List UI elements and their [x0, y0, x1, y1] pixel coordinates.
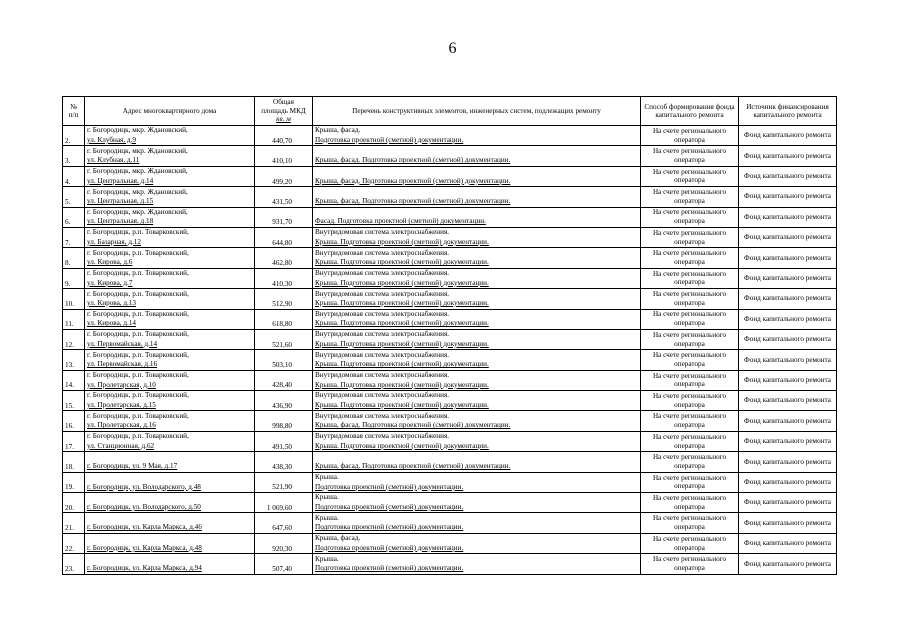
row-address [85, 554, 255, 574]
row-area: 491,50 [255, 431, 313, 451]
works-line2: Подготовка проектной (сметной) документации. [315, 564, 464, 573]
table-row [63, 227, 837, 247]
table-header [63, 97, 837, 126]
row-address [85, 268, 255, 288]
row-address [85, 431, 255, 451]
row-number: 12. [63, 329, 85, 349]
works-line2: Крыша, фасад. Подготовка проектной (сметной) документации. [315, 421, 511, 430]
works-line1: Внутридомовая система электроснабжения. [315, 228, 450, 237]
row-works [313, 391, 641, 411]
works-line2: Фасад. Подготовка проектной (сметной) документации. [315, 217, 486, 226]
row-source: Фонд капитального ремонта [739, 227, 837, 247]
row-fund-method: На счете регионального оператора [641, 329, 739, 349]
row-works [313, 472, 641, 492]
row-fund-method: На счете регионального оператора [641, 533, 739, 553]
page-number: 6 [448, 40, 457, 57]
works-line1: Внутридомовая система электроснабжения. [315, 330, 450, 339]
row-source: Фонд капитального ремонта [739, 350, 837, 370]
works-line1: Внутридомовая система электроснабжения. [315, 371, 450, 380]
table-row [63, 329, 837, 349]
address-line1: г. Богородицк, р.п. Товарковский, [87, 289, 189, 298]
row-address [85, 187, 255, 207]
row-source: Фонд капитального ремонта [739, 472, 837, 492]
row-number: 6. [63, 207, 85, 227]
row-works [313, 268, 641, 288]
row-number: 8. [63, 248, 85, 268]
header-num-line2: п/п [68, 111, 79, 119]
row-number: 16. [63, 411, 85, 431]
row-area: 920,30 [255, 533, 313, 553]
row-works [313, 166, 641, 186]
row-number: 19. [63, 472, 85, 492]
works-line1: Внутридомовая система электроснабжения. [315, 248, 450, 257]
address-line2: ул. Кирова, д.13 [87, 299, 137, 308]
row-source: Фонд капитального ремонта [739, 146, 837, 166]
row-address [85, 452, 255, 472]
row-fund-method: На счете регионального оператора [641, 452, 739, 472]
address-line1: г. Богородицк, мкр. Ждановский, [87, 146, 188, 155]
row-area: 410,30 [255, 268, 313, 288]
row-area: 644,80 [255, 227, 313, 247]
works-line2: Крыша. Подготовка проектной (сметной) документации. [315, 319, 489, 328]
table-row [63, 431, 837, 451]
row-number: 2. [63, 126, 85, 146]
table-row [63, 513, 837, 533]
address-line1: г. Богородицк, р.п. Товарковский, [87, 371, 189, 380]
address-line1: г. Богородицк, мкр. Ждановский, [87, 207, 188, 216]
row-source: Фонд капитального ремонта [739, 248, 837, 268]
address-line2: ул. Клубная, д.9 [87, 135, 136, 144]
works-line2: Подготовка проектной (сметной) документации. [315, 135, 464, 144]
row-source: Фонд капитального ремонта [739, 207, 837, 227]
works-line2: Крыша. Подготовка проектной (сметной) документации. [315, 360, 489, 369]
row-source: Фонд капитального ремонта [739, 329, 837, 349]
works-line1: Внутридомовая система электроснабжения. [315, 411, 450, 420]
row-address [85, 166, 255, 186]
works-line2: Крыша. Подготовка проектной (сметной) документации. [315, 299, 489, 308]
table-row [63, 411, 837, 431]
row-source: Фонд капитального ремонта [739, 452, 837, 472]
row-fund-method: На счете регионального оператора [641, 289, 739, 309]
address-line1: г. Богородицк, р.п. Товарковский, [87, 269, 189, 278]
row-address [85, 350, 255, 370]
address-line2: г. Богородицк, ул. Карла Маркса, д.48 [87, 543, 202, 552]
row-area: 436,90 [255, 391, 313, 411]
row-area: 507,40 [255, 554, 313, 574]
table-row [63, 146, 837, 166]
row-number: 10. [63, 289, 85, 309]
row-fund-method: На счете регионального оператора [641, 554, 739, 574]
row-fund-method: На счете регионального оператора [641, 248, 739, 268]
row-number: 3. [63, 146, 85, 166]
table-row [63, 391, 837, 411]
row-address [85, 370, 255, 390]
table-row [63, 493, 837, 513]
table-row [63, 289, 837, 309]
address-line1: г. Богородицк, мкр. Ждановский, [87, 126, 188, 135]
header-address: Адрес многоквартирного дома [85, 97, 255, 126]
row-address [85, 493, 255, 513]
table-row [63, 309, 837, 329]
table-body [63, 126, 837, 575]
row-works [313, 187, 641, 207]
row-area: 438,30 [255, 452, 313, 472]
row-works [313, 289, 641, 309]
works-line1: Крыша, фасад. [315, 126, 361, 135]
row-number: 4. [63, 166, 85, 186]
address-line2: ул. Первомайская, д.16 [87, 360, 158, 369]
works-line2: Подготовка проектной (сметной) документации. [315, 543, 464, 552]
address-line1: г. Богородицк, мкр. Ждановский, [87, 167, 188, 176]
row-fund-method: На счете регионального оператора [641, 207, 739, 227]
row-works [313, 513, 641, 533]
address-line1: г. Богородицк, р.п. Товарковский, [87, 391, 189, 400]
header-num-line1: № [70, 102, 77, 111]
address-line1: г. Богородицк, р.п. Товарковский, [87, 248, 189, 257]
works-line1: Внутридомовая система электроснабжения. [315, 289, 450, 298]
address-line2: ул. Пролетарская, д.16 [87, 421, 156, 430]
row-area: 521,90 [255, 472, 313, 492]
address-line1: г. Богородицк, р.п. Товарковский, [87, 432, 189, 441]
table-row [63, 268, 837, 288]
header-area-line1: Общая [273, 98, 294, 107]
works-line2: Крыша. Подготовка проектной (сметной) документации. [315, 380, 489, 389]
table-row [63, 166, 837, 186]
address-line2: ул. Кирова, д.7 [87, 278, 133, 287]
row-area: 462,80 [255, 248, 313, 268]
address-line2: ул. Станционная, д.62 [87, 441, 155, 450]
row-works [313, 370, 641, 390]
address-line2: ул. Центральная, д.18 [87, 217, 154, 226]
row-fund-method: На счете регионального оператора [641, 126, 739, 146]
row-address [85, 248, 255, 268]
row-area: 503,10 [255, 350, 313, 370]
address-line1: г. Богородицк, р.п. Товарковский, [87, 350, 189, 359]
works-line2: Крыша. Подготовка проектной (сметной) документации. [315, 278, 489, 287]
header-area [255, 97, 313, 126]
row-fund-method: На счете регионального оператора [641, 493, 739, 513]
row-fund-method: На счете регионального оператора [641, 411, 739, 431]
works-line1: Крыша. [315, 513, 339, 522]
row-number: 20. [63, 493, 85, 513]
row-fund-method: На счете регионального оператора [641, 166, 739, 186]
row-number: 14. [63, 370, 85, 390]
row-works [313, 411, 641, 431]
row-source: Фонд капитального ремонта [739, 493, 837, 513]
row-works [313, 493, 641, 513]
row-number: 18. [63, 452, 85, 472]
row-source: Фонд капитального ремонта [739, 431, 837, 451]
row-area: 499,20 [255, 166, 313, 186]
row-fund-method: На счете регионального оператора [641, 146, 739, 166]
works-line1: Крыша, фасад. [315, 534, 361, 543]
row-address [85, 411, 255, 431]
table-row [63, 187, 837, 207]
works-line1: Внутридомовая система электроснабжения. [315, 391, 450, 400]
works-line1: Крыша. [315, 554, 339, 563]
works-line1: Внутридомовая система электроснабжения. [315, 350, 450, 359]
row-fund-method: На счете регионального оператора [641, 187, 739, 207]
row-area: 440,70 [255, 126, 313, 146]
row-fund-method: На счете регионального оператора [641, 472, 739, 492]
table-row [63, 554, 837, 574]
row-fund-method: На счете регионального оператора [641, 513, 739, 533]
row-area: 512,90 [255, 289, 313, 309]
address-line2: ул. Центральная, д.14 [87, 176, 154, 185]
row-number: 23. [63, 554, 85, 574]
table-row [63, 126, 837, 146]
row-number: 13. [63, 350, 85, 370]
row-source: Фонд капитального ремонта [739, 513, 837, 533]
works-line2: Крыша. Подготовка проектной (сметной) документации. [315, 400, 489, 409]
header-fund-method: Способ формирования фонда капитального ремонта [641, 97, 739, 126]
row-area: 428,40 [255, 370, 313, 390]
header-area-line2: площадь МКД [261, 106, 306, 115]
address-line2: ул. Первомайская, д.14 [87, 339, 158, 348]
row-area: 647,60 [255, 513, 313, 533]
works-line2: Крыша. Подготовка проектной (сметной) документации. [315, 339, 489, 348]
address-line1: г. Богородицк, р.п. Товарковский, [87, 411, 189, 420]
row-fund-method: На счете регионального оператора [641, 350, 739, 370]
row-area: 618,80 [255, 309, 313, 329]
address-line2: ул. Пролетарская, д.15 [87, 400, 156, 409]
row-address [85, 146, 255, 166]
row-source: Фонд капитального ремонта [739, 533, 837, 553]
table-row [63, 248, 837, 268]
works-line2: Крыша, фасад. Подготовка проектной (сметной) документации. [315, 197, 511, 206]
row-works [313, 350, 641, 370]
row-address [85, 207, 255, 227]
works-line2: Подготовка проектной (сметной) документации. [315, 523, 464, 532]
row-number: 21. [63, 513, 85, 533]
row-works [313, 554, 641, 574]
address-line2: г. Богородицк, ул. Володарского, д.48 [87, 482, 201, 491]
address-line2: г. Богородицк, ул. Карла Маркса, д.94 [87, 564, 202, 573]
works-line2: Подготовка проектной (сметной) документации. [315, 482, 464, 491]
row-area: 998,80 [255, 411, 313, 431]
row-source: Фонд капитального ремонта [739, 289, 837, 309]
row-works [313, 431, 641, 451]
works-line2: Крыша. Подготовка проектной (сметной) документации. [315, 237, 489, 246]
row-source: Фонд капитального ремонта [739, 187, 837, 207]
address-line2: ул. Кирова, д.14 [87, 319, 137, 328]
row-source: Фонд капитального ремонта [739, 309, 837, 329]
works-line2: Крыша, фасад. Подготовка проектной (сметной) документации. [315, 156, 511, 165]
table-row [63, 350, 837, 370]
row-area: 521,60 [255, 329, 313, 349]
address-line2: ул. Центральная, д.15 [87, 197, 154, 206]
row-source: Фонд капитального ремонта [739, 268, 837, 288]
header-source: Источник финансирования капитального ремонта [739, 97, 837, 126]
row-source: Фонд капитального ремонта [739, 166, 837, 186]
row-works [313, 126, 641, 146]
row-fund-method: На счете регионального оператора [641, 268, 739, 288]
row-area: 410,10 [255, 146, 313, 166]
works-line1: Внутридомовая система электроснабжения. [315, 432, 450, 441]
row-works [313, 146, 641, 166]
row-address [85, 126, 255, 146]
row-fund-method: На счете регионального оператора [641, 431, 739, 451]
row-address [85, 227, 255, 247]
address-line1: г. Богородицк, р.п. Товарковский, [87, 309, 189, 318]
row-number: 22. [63, 533, 85, 553]
table-row [63, 452, 837, 472]
row-source: Фонд капитального ремонта [739, 370, 837, 390]
row-number: 9. [63, 268, 85, 288]
works-line2: Крыша, фасад. Подготовка проектной (сметной) документации. [315, 462, 511, 471]
row-fund-method: На счете регионального оператора [641, 227, 739, 247]
row-number: 7. [63, 227, 85, 247]
row-number: 17. [63, 431, 85, 451]
row-area: 431,50 [255, 187, 313, 207]
row-fund-method: На счете регионального оператора [641, 391, 739, 411]
row-address [85, 289, 255, 309]
address-line2: г. Богородицк, ул. Карла Маркса, д.46 [87, 523, 202, 532]
header-num [63, 97, 85, 126]
table-row [63, 533, 837, 553]
row-address [85, 513, 255, 533]
works-line2: Крыша, фасад. Подготовка проектной (сметной) документации. [315, 176, 511, 185]
row-works [313, 227, 641, 247]
table-row [63, 370, 837, 390]
row-works [313, 207, 641, 227]
works-line2: Крыша. Подготовка проектной (сметной) документации. [315, 441, 489, 450]
address-line2: ул. Базарная, д.12 [87, 237, 141, 246]
row-source: Фонд капитального ремонта [739, 391, 837, 411]
row-address [85, 533, 255, 553]
capital-repair-table [62, 96, 837, 575]
address-line2: ул. Клубная, д.11 [87, 156, 140, 165]
row-works [313, 309, 641, 329]
row-area: 1 069,60 [255, 493, 313, 513]
row-fund-method: На счете регионального оператора [641, 309, 739, 329]
row-address [85, 472, 255, 492]
row-address [85, 391, 255, 411]
works-line1: Крыша. [315, 493, 339, 502]
row-number: 15. [63, 391, 85, 411]
works-line1: Внутридомовая система электроснабжения. [315, 309, 450, 318]
address-line2: г. Богородицк, ул. 9 Мая, д.17 [87, 462, 178, 471]
row-source: Фонд капитального ремонта [739, 126, 837, 146]
works-line1: Внутридомовая система электроснабжения. [315, 269, 450, 278]
row-source: Фонд капитального ремонта [739, 411, 837, 431]
row-works [313, 533, 641, 553]
row-works [313, 329, 641, 349]
header-works: Перечень конструктивных элементов, инженерных систем, подлежащих ремонту [313, 97, 641, 126]
row-fund-method: На счете регионального оператора [641, 370, 739, 390]
row-works [313, 248, 641, 268]
table-row [63, 207, 837, 227]
works-line2: Крыша. Подготовка проектной (сметной) документации. [315, 258, 489, 267]
row-number: 5. [63, 187, 85, 207]
address-line1: г. Богородицк, р.п. Товарковский, [87, 330, 189, 339]
table-row [63, 472, 837, 492]
row-area: 931,70 [255, 207, 313, 227]
row-number: 11. [63, 309, 85, 329]
address-line2: ул. Кирова, д.6 [87, 258, 133, 267]
address-line1: г. Богородицк, мкр. Ждановский, [87, 187, 188, 196]
row-works [313, 452, 641, 472]
row-address [85, 309, 255, 329]
header-area-unit: кв. м [276, 115, 291, 124]
row-source: Фонд капитального ремонта [739, 554, 837, 574]
works-line2: Подготовка проектной (сметной) документации. [315, 502, 464, 511]
address-line2: ул. Пролетарская, д.10 [87, 380, 156, 389]
works-line1: Крыша. [315, 473, 339, 482]
address-line1: г. Богородицк, р.п. Товарковский, [87, 228, 189, 237]
row-address [85, 329, 255, 349]
address-line2: г. Богородицк, ул. Володарского, д.50 [87, 502, 201, 511]
